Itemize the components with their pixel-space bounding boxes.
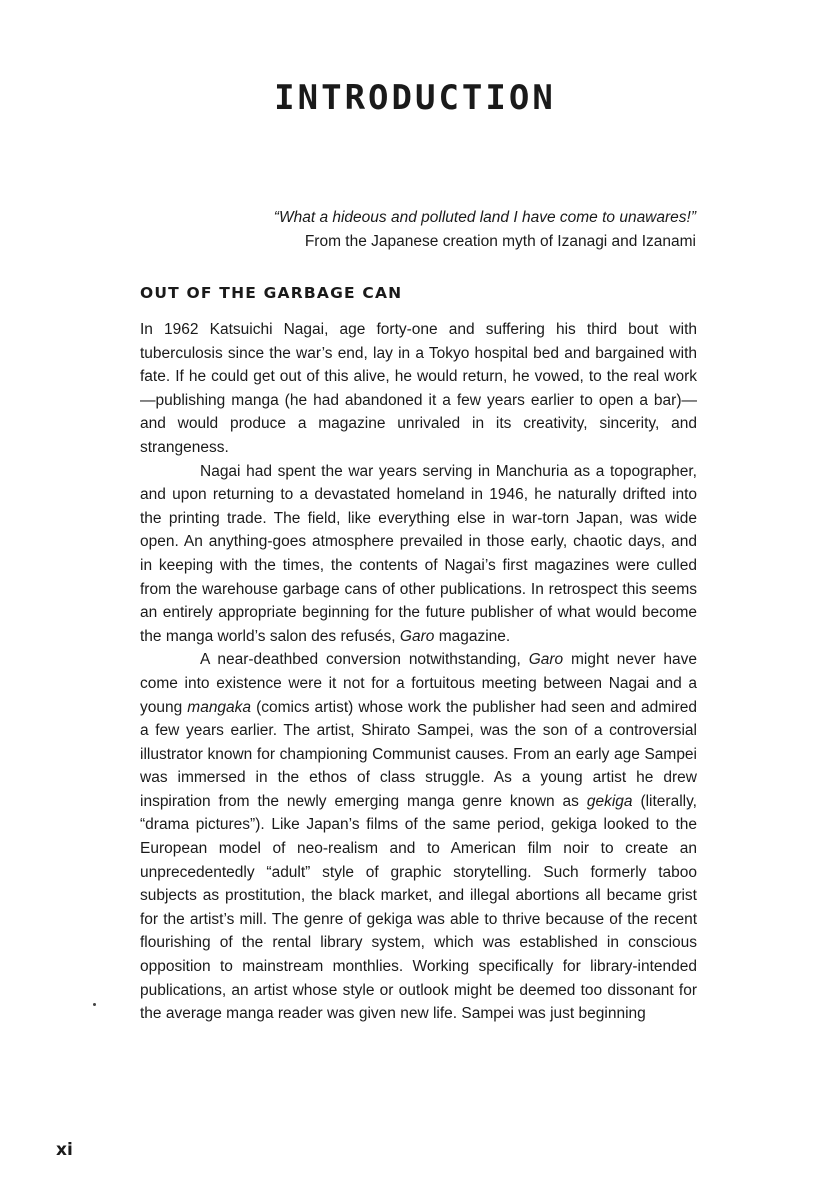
paragraph-1 <box>140 318 697 460</box>
paragraph-2-after: magazine. <box>434 627 511 645</box>
paragraph-3 <box>140 648 697 1026</box>
paragraph-2-text: Nagai had spent the war years serving in Manchuria as a topographer, and upon returning to a devastated homeland in 1946, he naturally drifted into the printing trade. The field, like everything else in war-torn Japan, was wide open. An anything-goes atmosphere prevailed in those early, chaotic days, and in keeping with the times, the contents of Nagai’s first magazines were culled from the warehouse garbage cans of other publications. In retrospect this seems an entirely appropriate beginning for the future publisher of what would become the manga world’s salon des refusés, <box>140 462 697 645</box>
epigraph-quote: “What a hideous and polluted land I have come to unawares!” <box>273 209 696 226</box>
epigraph <box>274 206 696 254</box>
paragraph-3-part-4: (literally, “drama pictures”). Like Japan’s films of the same period, gekiga looked to the European model of neo-realism and to American film noir to create an unprecedentedly “adult” style of graphic storytelling. Such formerly taboo subjects as prostitution, the black market, and illegal abortions all became grist for the artist’s mill. The genre of gekiga was able to thrive because of the recent flourishing of the rental library system, which was established in conscious opposition to mainstream monthlies. Working specifically for library-intended publications, an artist whose style or outlook might be deemed too dissonant for the average manga reader was given new life. Sampei was just beginning <box>140 792 697 1023</box>
page-number: xi <box>56 1140 73 1160</box>
paragraph-3-italic-1: Garo <box>528 651 564 669</box>
paragraph-3-italic-2: mangaka <box>187 698 252 716</box>
paragraph-2-italic: Garo <box>399 627 435 645</box>
page-title: INTRODUCTION <box>274 78 556 118</box>
paragraph-3-part-3: (comics artist) whose work the publisher had seen and admired a few years earlier. The artist, Shirato Sampei, was the son of a controversial illustrator known for championing Communist causes. From an early age Sampei was immersed in the ethos of class struggle. As a young artist he drew inspiration from the newly emerging manga genre known as <box>140 698 697 810</box>
paragraph-3-part-2: might never have come into existence were it not for a fortuitous meeting between Nagai and a young <box>140 651 697 716</box>
body-text <box>140 318 697 1026</box>
paragraph-3-italic-3: gekiga <box>586 792 633 810</box>
epigraph-attribution: From the Japanese creation myth of Izanagi and Izanami <box>304 233 696 250</box>
paragraph-2 <box>140 460 697 649</box>
print-speck <box>93 1003 96 1006</box>
paragraph-1-text: In 1962 Katsuichi Nagai, age forty-one and suffering his third bout with tuberculosis since the war’s end, lay in a Tokyo hospital bed and bargained with fate. If he could get out of this alive, he would return, he vowed, to the real work—publishing manga (he had abandoned it a few years earlier to open a bar)—and would produce a magazine unrivaled in its creativity, sincerity, and strangeness. <box>140 321 697 456</box>
section-heading: OUT OF THE GARBAGE CAN <box>140 284 403 302</box>
paragraph-3-part-1: A near-deathbed conversion notwithstanding, <box>200 651 529 669</box>
